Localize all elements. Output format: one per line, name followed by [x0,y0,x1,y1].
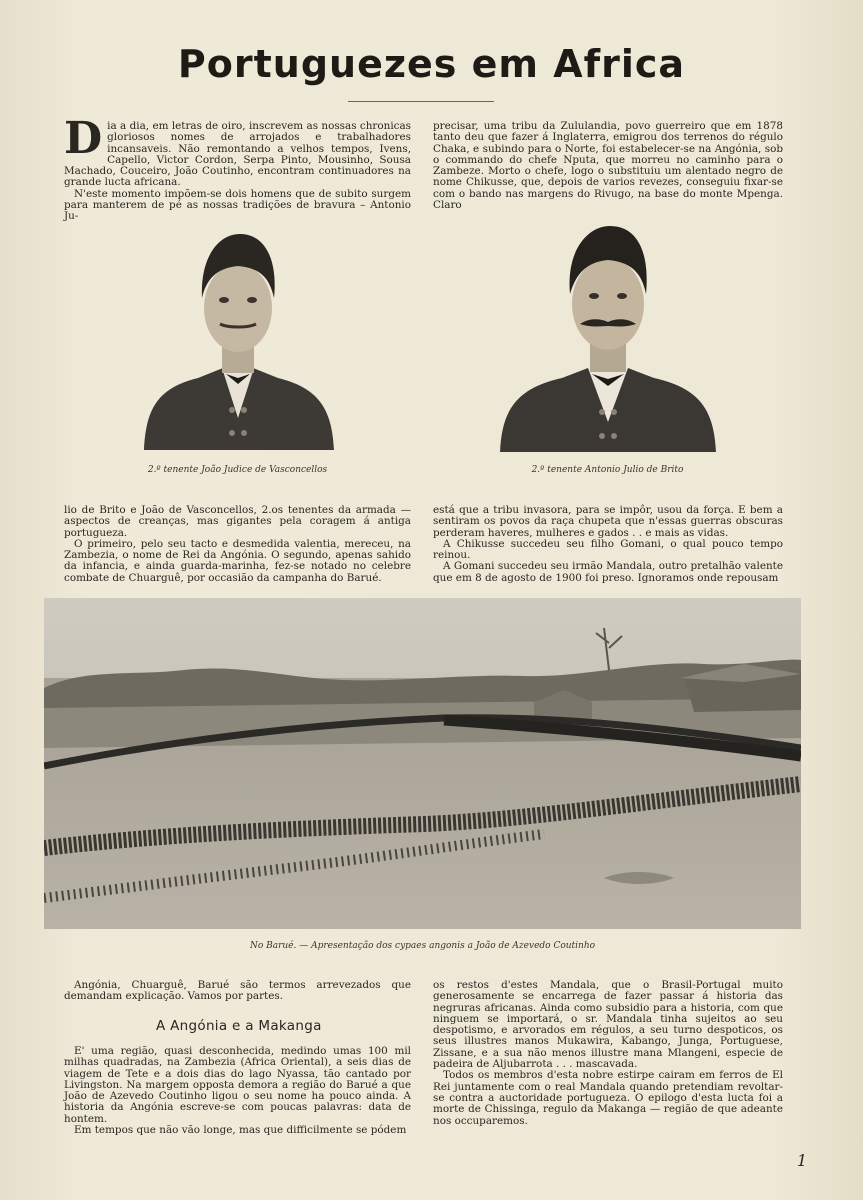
paragraph: Angónia, Chuarguê, Barué são termos arrevezados que demandam explicação. Vamos por partes. [64,979,411,1003]
paragraph: A Gomani succedeu seu irmão Mandala, outro pretalhão valente que em 8 de agosto de 1900 foi preso. Ignoramos onde repousam [433,560,783,584]
photo-caption: No Barué. — Apresentação dos cypaes angonis a João de Azevedo Coutinho [249,941,596,951]
page-title: Portuguezes em Africa [177,42,686,86]
portrait-caption-left: 2.º tenente João Judice de Vasconcellos [147,465,328,475]
paragraph: Em tempos que não vão longe, mas que difficilmente se pódem [74,1124,407,1137]
bottom-column-right [433,980,783,1127]
bottom-column-left-body [64,1046,411,1136]
portrait-brito [496,222,720,454]
paragraph: N'este momento impõem-se dois homens que de subito surgem para manterem de pé as nossas tradições de bravura – Antonio Ju- [64,187,411,223]
intro-column-right [433,121,783,211]
section-title: A Angónia e a Makanga [156,1018,322,1034]
paragraph: Todos os membros d'esta nobre estirpe cairam em ferros de El Rei juntamente com o real Mandala quando pretendiam revoltar-se contra a auctoridade portugueza. O epilogo d'esta lucta foi a morte de Chissinga, regulo da Makanga — região de que adeante nos occuparemos. [433,1069,783,1127]
paragraph: lio de Brito e João de Vasconcellos, 2.os tenentes da armada — aspectos de creanças, mas gigantes pela coragem á antiga portugueza. [64,504,411,539]
portrait-caption-right: 2.º tenente Antonio Julio de Brito [531,465,684,475]
paragraph: ia a dia, em letras de oiro, inscrevem as nossas chronicas gloriosos nomes de arrojados e trabalhadores incansaveis. Não remontando a velhos tempos, Ivens, Capello, Victor Cordon, Serpa Pinto, Mousinho, Sousa Machado, Couceiro, João Coutinho, encontram continuadores na grande lucta africana. [64,120,411,189]
paragraph: os restos d'estes Mandala, que o Brasil-Portugal muito generosamente se encarrega de fazer passar á historia das negruras africanas. Ainda como subsidio para a historia, com que ninguem se importará, o sr. Mandala tinha sujeitos ao seu despotismo, e arvorados em régulos, a seu turno despoticos, os seus illustres manos Mukawira, Kabango, Junga, Portuguese, Zissane, e a sua não menos illustre mana Mlangeni, especie de padeira de Aljubarrota . . . mascavada. [433,979,783,1071]
paragraph: precisar, uma tribu da Zululandia, povo guerreiro que em 1878 tanto deu que fazer á Inglaterra, emigrou dos terrenos do régulo Chaka, e subindo para o Norte, foi estabelecer-se na Angónia, sob o commando do chefe Nputa, que morreu no caminho para o Zambeze. Morto o chefe, logo o substituiu um alentado negro de nome Chikusse, que, depois de varios revezes, conseguiu fixar-se com o bando nas margens do Rivugo, na base do monte Mpenga. Claro [433,120,783,212]
drop-cap: D [64,113,103,164]
page-number: 1 [796,1151,807,1170]
bottom-column-left [64,980,411,1003]
paragraph: A Chikusse succedeu seu filho Gomani, o qual pouco tempo reinou. [433,537,783,562]
portrait-vasconcellos [138,228,338,453]
middle-column-right [433,505,783,584]
paragraph: E' uma região, quasi desconhecida, medindo umas 100 mil milhas quadradas, na Zambezia (Africa Oriental), a seis dias de viagem de Tete e a dois dias do lago Nyassa, tão cantado por Livingston. Na margem opposta demora a região do Barué a que João de Azevedo Coutinho ligou o seu nome ha pouco ainda. A historia da Angónia escreve-se com poucas palavras: data de hontem. [64,1045,411,1125]
paragraph: O primeiro, pelo seu tacto e desmedida valentia, mereceu, na Zambezia, o nome de Rei da Angónia. O segundo, apenas sahido da infancia, e ainda guarda-marinha, fez-se notado no celebre combate de Chuarguê, por occasião da campanha do Barué. [64,537,411,584]
barue-photograph [44,598,801,929]
middle-column-left [64,505,411,584]
intro-column-left [64,113,411,223]
title-rule [348,101,494,102]
paragraph: está que a tribu invasora, para se impôr, usou da força. E bem a sentiram os povos da raça chupeta que n'essas guerras obscuras perderam haveres, mulheres e gados . . e mais as vidas. [433,504,783,539]
